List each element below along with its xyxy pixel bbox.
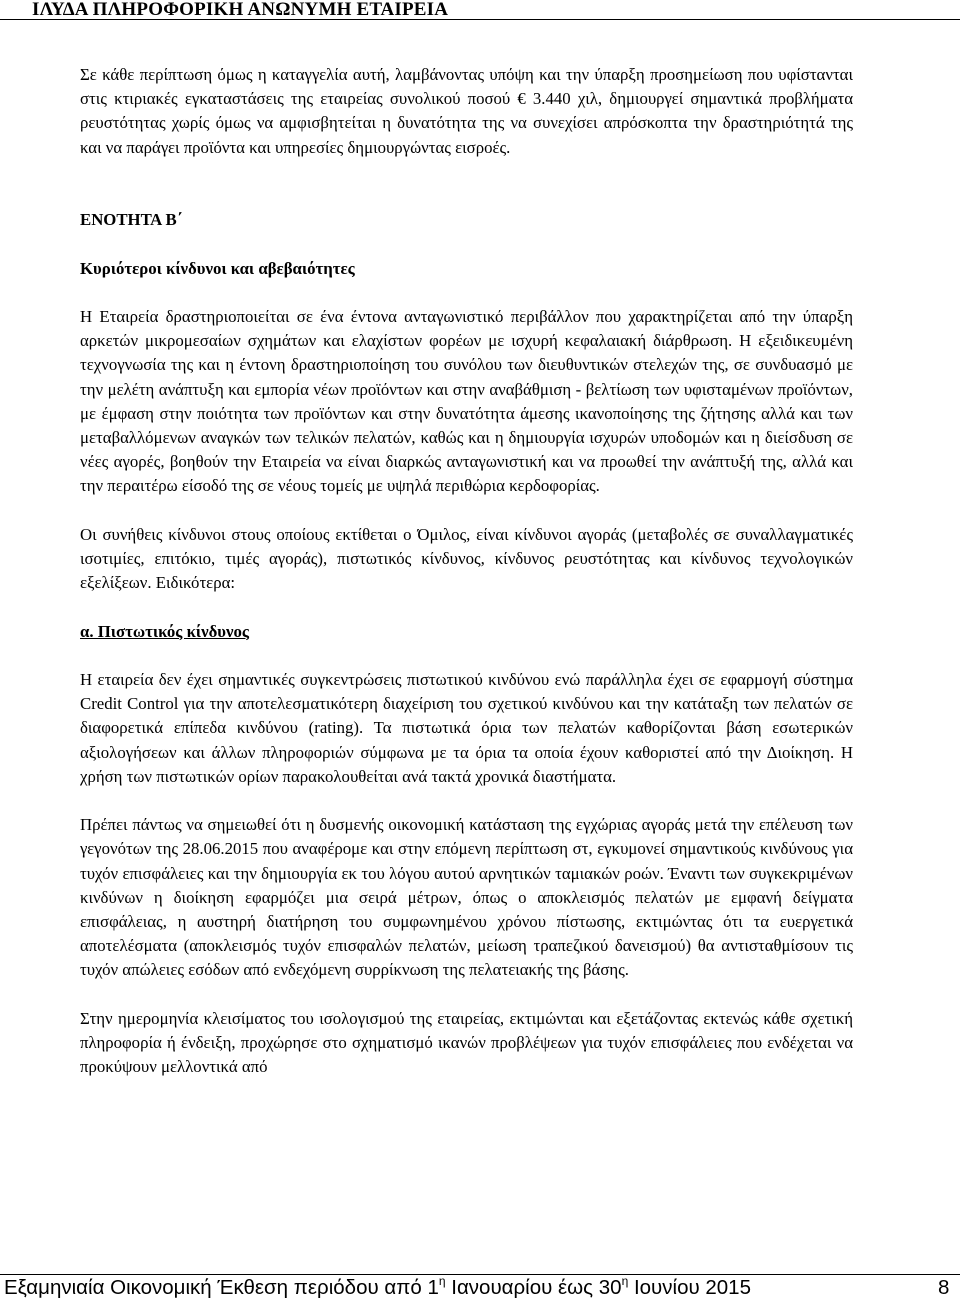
risks-paragraph-2: Οι συνήθεις κίνδυνοι στους οποίους εκτίθεται ο Όμιλος, είναι κίνδυνοι αγοράς (μεταβολές σε συναλλαγματικές ισοτιμίες, επιτόκιο, τιμές αγοράς), πιστωτικός κίνδυνος, κίνδυνος ρευστότητας και κίνδυνος τεχνολογικών εξελίξεων. Ειδικότερα: — [80, 524, 853, 593]
section-title: ΕΝΟΤΗΤΑ Β΄ — [80, 210, 183, 230]
intro-paragraph: Σε κάθε περίπτωση όμως η καταγγελία αυτή, λαμβάνοντας υπόψη και την ύπαρξη προσημείωση που υφίστανται στις κτιριακές εγκαταστάσεις της εταιρείας συνολικού ποσού € 3.440 χιλ, δημιουργεί σημαντικά προβλήματα ρευστότητας χωρίς όμως να αμφισβητείται η δυνατότητα της να συνεχίσει απρόσκοπτα την δραστηριότητά της και να παράγει προϊόντα και υπηρεσίες δημιουργώντας εισροές. — [80, 65, 853, 157]
risks-paragraph-1: Η Εταιρεία δραστηριοποιείται σε ένα έντονα ανταγωνιστικό περιβάλλον που χαρακτηρίζεται από την ύπαρξη αρκετών μικρομεσαίων σχημάτων και ελαχίστων φορέων με ισχυρή κεφαλαιακή διάρθρωση. Η εξειδικευμένη τεχνογνωσία της και η έντονη δραστηριοποίηση του συνόλου των διευθυντικών στελεχών της, σε συνδυασμό με την μελέτη ανάπτυξη και εμπορία νέων προϊόντων και στην αναβάθμιση - βελτίωση των υφισταμένων προϊόντων, με έμφαση στην ποιότητα των προϊόντων και στην δυνατότητα άμεσης ικανοποίησης της ζήτησης αλλά και των μεταβαλλόμενων αναγκών των τελικών πελατών, καθώς και η δημιουργία ισχυρών υποδομών και η διείσδυση σε νέες αγορές, βοηθούν την Εταιρεία να είναι διαρκώς ανταγωνιστική και να προωθεί την ανάπτυξή της, αλλά και την περαιτέρω είσοδό της σε νέους τομείς με υψηλά περιθώρια κερδοφορίας. — [80, 306, 853, 496]
document-body — [80, 63, 853, 1079]
footer-superscript-2: η — [621, 1274, 629, 1288]
company-name: ΙΛΥΔΑ ΠΛΗΡΟΦΟΡΙΚΗ ΑΝΩΝΥΜΗ ΕΤΑΙΡΕΙΑ — [32, 0, 449, 20]
footer-superscript-1: η — [438, 1274, 446, 1288]
page-number: 8 — [938, 1276, 950, 1299]
credit-risk-paragraph: Η εταιρεία δεν έχει σημαντικές συγκεντρώσεις πιστωτικού κινδύνου ενώ παράλληλα έχει σε εφαρμογή σύστημα Credit Control για την αποτελεσματικότερη διαχείριση του σχετικού κινδύνου και την κατάταξη των πελατών σε διαφορετικά επίπεδα κινδύνου (rating). Τα πιστωτικά όρια των πελατών καθορίζονται βάση εσωτερικών αξιολογήσεων και άλλων πληροφοριών σύμφωνα με τα όρια τα οποία έχουν καθοριστεί από την Διοίκηση. Η χρήση των πιστωτικών ορίων παρακολουθείται ανά τακτά χρονικά διαστήματα. — [80, 669, 853, 786]
footer-text-part3: Ιουνίου 2015 — [628, 1276, 751, 1299]
footer-text-part2: Ιανουαρίου έως 30 — [445, 1276, 622, 1299]
market-conditions-paragraph: Πρέπει πάντως να σημειωθεί ότι η δυσμενής οικονομική κατάσταση της εγχώριας αγοράς μετά την επέλευση των γεγονότων της 28.06.2015 που αναφέρομε και στην επόμενη περίπτωση στ, εγκυμονεί σημαντικούς κινδύνους για τυχόν επισφάλειες και την δημιουργία εκ του λόγου αυτού αρνητικών ταμιακών ροών. Έναντι των συγκεκριμένων κινδύνων η διοίκηση εφαρμόζει μια σειρά μέτρων, όπως ο αποκλεισμός πελατών με εμφανή δείγματα επισφάλειας, η αυστηρή διατήρηση του συμφωνημένου χρόνου πίστωσης, εκτιμώντας ότι τα ευεργετικά αποτελέσματα (αποκλεισμός τυχόν επισφαλών πελατών, μείωση τραπεζικού δανεισμού) θα αντισταθμίσουν τις τυχόν απώλειες εσόδων από ενδεχόμενη συρρίκνωση της πελατειακής της βάσης. — [80, 815, 853, 980]
risks-heading: Κυριότεροι κίνδυνοι και αβεβαιότητες — [80, 258, 355, 278]
page-footer — [0, 1274, 960, 1300]
footer-title — [4, 1276, 751, 1300]
page-header — [0, 0, 960, 20]
closing-paragraph: Στην ημερομηνία κλεισίματος του ισολογισμού της εταιρείας, εκτιμώνται και εξετάζοντας εκτενώς κάθε σχετική πληροφορία ή ένδειξη, προχώρησε στο σχηματισμό ικανών προβλέψεων για τυχόν επισφάλειες που ενδέχεται να προκύψουν μελλοντικά από — [80, 1008, 853, 1077]
credit-risk-heading: α. Πιστωτικός κίνδυνος — [80, 621, 249, 641]
footer-text-part1: Εξαμηνιαία Οικονομική Έκθεση περιόδου από 1 — [4, 1276, 439, 1299]
